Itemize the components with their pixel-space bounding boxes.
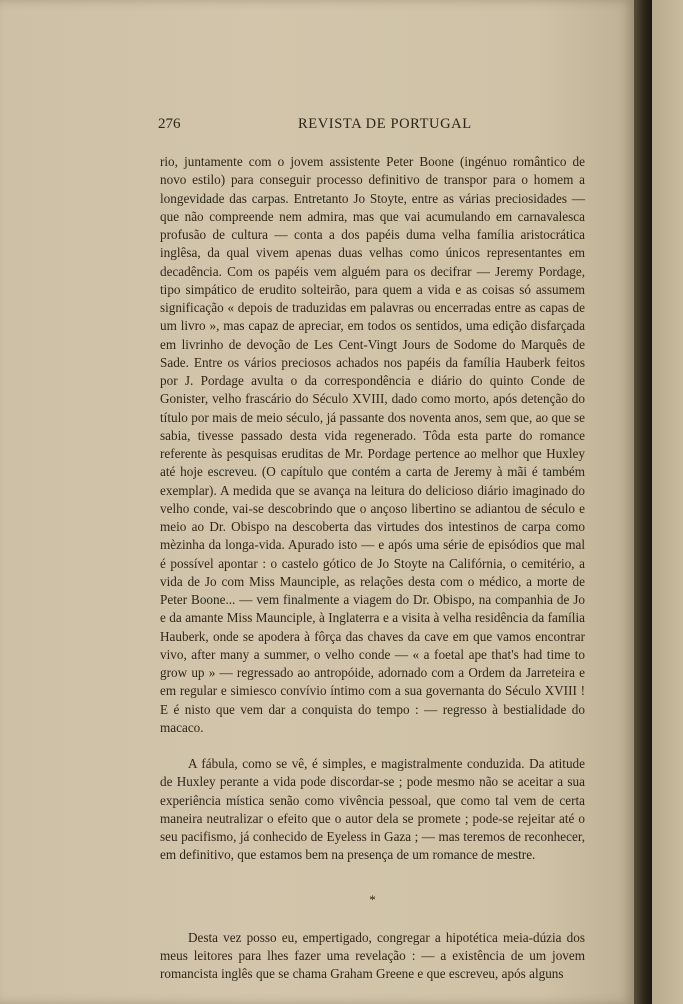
article-body	[160, 153, 585, 983]
paragraph-conclusion: A fábula, como se vê, é simples, e magistralmente conduzida. Da atitude de Huxley perante a vida pode discordar-se ; pode mesmo não se aceitar a sua experiência mística senão como vivência pessoal, que como tal vem de certa maneira neutralizar o efeito que o autor dela se promete ; pode-se rejeitar até o seu pacifismo, já conhecido de Eyeless in Gaza ; — mas teremos de reconhecer, em definitivo, que estamos bem na presença de um romance de mestre.	[160, 756, 585, 863]
facing-page-edge	[652, 0, 683, 1004]
running-header	[158, 116, 584, 138]
page-number: 276	[158, 116, 181, 132]
paragraph-continuation: rio, juntamente com o jovem assistente Peter Boone (ingénuo romântico de novo estilo) para conseguir processo definitivo de transpor para o homem a longevidade das carpas. Entretanto Jo Stoyte, entre as várias preciosidades — que não compreende nem admira, mas que vai acumulando em carnavalesca profusão de cultura — conta a dos papéis duma velha família aristocrática inglêsa, da qual vivem apenas duas velhas como únicos representantes em decadência. Com os papéis vem alguém para os decifrar — Jeremy Pordage, tipo simpático de erudito solteirão, para quem a vida e as coisas só assumem significação « depois de traduzidas em palavras ou encerradas entre as capas de um livro », mas capaz de apreciar, em todos os sentidos, uma edição disfarçada em livrinho de devoção de Les Cent-Vingt Jours de Sodome do Marquês de Sade. Entre os vários preciosos achados nos papéis da família Hauberk feitos por J. Pordage avulta o da correspondência e diário do quinto Conde de Gonister, velho frascário do Século XVIII, dado como morto, após detenção do título por mais de meio século, já passante dos noventa anos, sem que, ao que se sabia, tivesse passado desta vida regenerado. Tôda esta parte do romance referente às pesquisas eruditas de Mr. Pordage pertence ao melhor que Huxley até hoje escreveu. (O capítulo que contém a carta de Jeremy à mãi é também exemplar). A medida que se avança na leitura do delicioso diário imaginado do velho conde, vai-se descobrindo que o ançoso libertino se adiantou de século e meio ao Dr. Obispo na descoberta das virtudes dos intestinos de carpa como mèzinha da longa-vida. Apurado isto — e após uma série de episódios que mal é possível apontar : o castelo gótico de Jo Stoyte na Califórnia, o cemitério, a vida de Jo com Miss Maunciple, as relações desta com o médico, a morte de Peter Boone... — vem finalmente a viagem do Dr. Obispo, na companhia de Jo e da amante Miss Maunciple, à Inglaterra e a visita à velha residência da família Hauberk, onde se apodera à fôrça das chaves da cave em que vamos encontrar vivo, after many a summer, o velho conde — « a foetal ape that's had time to grow up » — regressado ao antropóide, adornado com a Ordem da Jarreteira e em regular e simiesco convívio íntimo com a sua governanta do Século XVIII ! E é nisto que vem dar a conquista do tempo : — regresso à bestialidade do macaco.	[160, 154, 585, 735]
paragraph-new-section: Desta vez posso eu, empertigado, congregar a hipotética meia-dúzia dos meus leitores para lhes fazer uma revelação : — a existência de um jovem romancista inglês que se chama Graham Greene e que escreveu, após alguns	[160, 929, 585, 981]
section-separator: *	[369, 891, 376, 907]
journal-title: REVISTA DE PORTUGAL	[298, 116, 472, 132]
book-binding-gutter	[634, 0, 652, 1004]
